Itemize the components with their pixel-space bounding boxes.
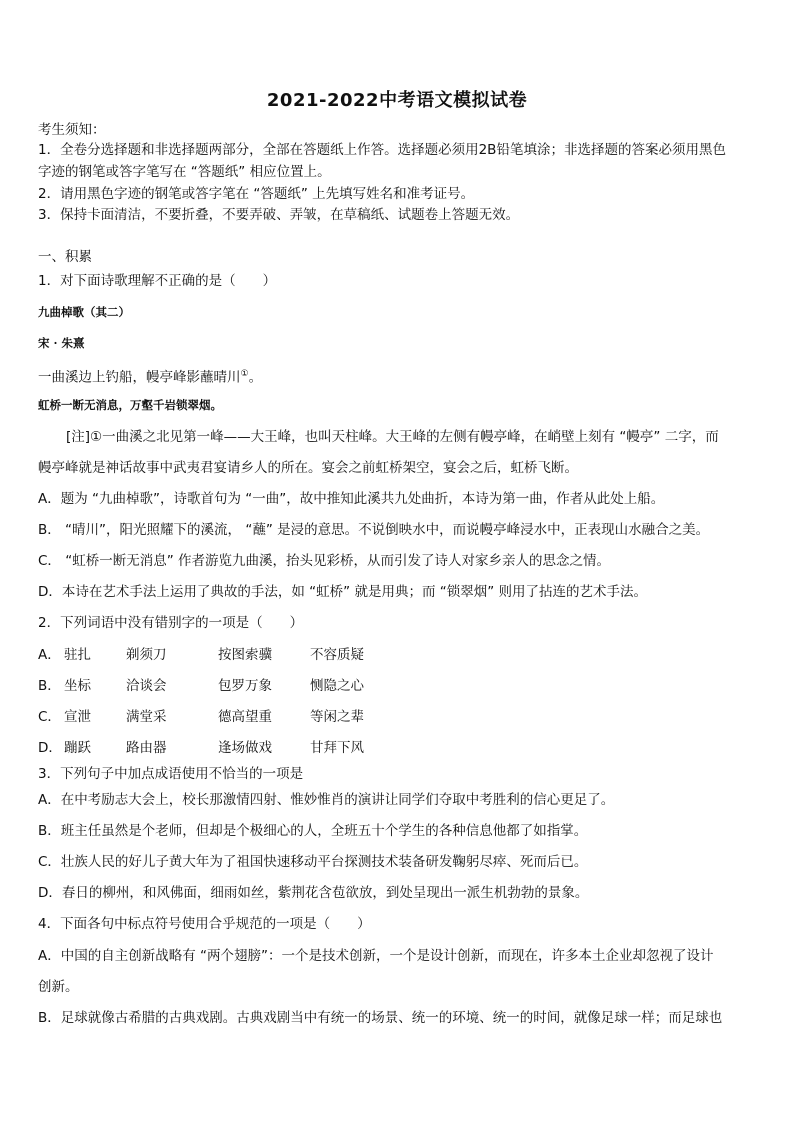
poem-line-2: 虹桥一断无消息，万壑千岩锁翠烟。 [38,398,222,412]
question-4-stem: 4．下面各句中标点符号使用合乎规范的一项是（ ） [38,916,371,932]
question-3-option-b: B．班主任虽然是个老师，但却是个极细心的人，全班五十个学生的各种信息他都了如指掌。 [38,823,588,839]
poem-note-line: [注]①一曲溪之北见第一峰——大王峰，也叫天柱峰。大王峰的左侧有幔亭峰，在峭壁上刻有 “幔亭” 二字，而 [66,429,719,445]
option-word: 包罗万象 [218,678,272,694]
poem-line-1-end: 。 [248,369,263,386]
poem-line-1 [38,364,760,388]
question-1-option-d: D．本诗在艺术手法上运用了典故的手法，如 “虹桥” 就是用典；而 “锁翠烟” 则用了拈连的艺术手法。 [38,584,648,600]
notice-line: 字迹的钢笔或答字笔写在 “答题纸” 相应位置上。 [38,164,331,180]
poem-author: 宋 · 朱熹 [38,336,85,350]
option-word: 宣泄 [64,709,91,725]
option-word: 坐标 [64,678,91,694]
option-word: 等闲之辈 [310,709,364,725]
question-1-option-a: A．题为 “九曲棹歌”，诗歌首句为 “一曲”，故中推知此溪共九处曲折，本诗为第一曲，作者从此处上船。 [38,491,665,507]
option-word: 不容质疑 [310,647,364,663]
question-1-option-b: B． “晴川”，阳光照耀下的溪流， “蘸” 是浸的意思。不说倒映水中，而说幔亭峰浸水中，正表现山水融合之美。 [38,522,710,538]
option-word: 逢场做戏 [218,740,272,756]
option-label: C． [38,709,61,725]
option-word: 洽谈会 [126,678,167,694]
poem-title: 九曲棹歌（其二） [38,305,130,319]
option-word: 甘拜下风 [310,740,364,756]
question-2-option-c [38,707,430,727]
option-label: B． [38,678,61,694]
option-word: 驻扎 [64,647,91,663]
question-2-option-b [38,676,430,696]
notice-heading: 考生须知： [38,122,106,138]
question-1-option-c: C． “虹桥一断无消息” 作者游览九曲溪，抬头见彩桥，从而引发了诗人对家乡亲人的思念之情。 [38,553,610,569]
option-word: 德高望重 [218,709,272,725]
question-3-option-d: D．春日的柳州，和风佛面，细雨如丝，紫荆花含苞欲放，到处呈现出一派生机勃勃的景象。 [38,885,589,901]
poem-line-1-text: 一曲溪边上钓船，幔亭峰影蘸晴川 [38,369,241,386]
option-word: 恻隐之心 [310,678,364,694]
question-3-stem: 3．下列句子中加点成语使用不恰当的一项是 [38,766,304,782]
option-word: 蹦跃 [64,740,91,756]
question-2-option-a [38,645,430,665]
question-3-option-a: A．在中考励志大会上，校长那激情四射、惟妙惟肖的演讲让同学们夺取中考胜利的信心更足了。 [38,792,615,808]
question-1-stem: 1．对下面诗歌理解不正确的是（ ） [38,273,277,289]
question-2-stem: 2．下列词语中没有错别字的一项是（ ） [38,615,304,631]
notice-line: 2．请用黑色字迹的钢笔或答字笔在 “答题纸” 上先填写姓名和准考证号。 [38,186,475,202]
option-word: 路由器 [126,740,167,756]
option-word: 满堂采 [126,709,167,725]
note-mark: ① [240,369,249,379]
option-word: 按图索骥 [218,647,272,663]
option-label: A． [38,647,61,663]
option-label: D． [38,740,62,756]
poem-note-line: 幔亭峰就是神话故事中武夷君宴请乡人的所在。宴会之前虹桥架空，宴会之后，虹桥飞断。 [38,460,578,476]
question-4-option-b: B．足球就像古希腊的古典戏剧。古典戏剧当中有统一的场景、统一的环境、统一的时间，就像足球一样；而足球也 [38,1010,723,1026]
question-4-option-a: A．中国的自主创新战略有 “两个翅膀”：一个是技术创新，一个是设计创新，而现在，许多本土企业却忽视了设计 [38,948,714,964]
option-word: 剃须刀 [126,647,167,663]
question-3-option-c: C．壮族人民的好儿子黄大年为了祖国快速移动平台探测技术装备研发鞠躬尽瘁、死而后已。 [38,854,588,870]
section-heading: 一、积累 [38,249,92,265]
question-2-option-d [38,738,430,758]
notice-line: 1．全卷分选择题和非选择题两部分，全部在答题纸上作答。选择题必须用2B铅笔填涂；非选择题的答案必须用黑色 [38,142,726,158]
question-4-option-a-cont: 创新。 [38,979,79,995]
notice-line: 3．保持卡面清洁，不要折叠，不要弄破、弄皱，在草稿纸、试题卷上答题无效。 [38,207,520,223]
exam-title: 2021-2022中考语文模拟试卷 [266,90,528,111]
